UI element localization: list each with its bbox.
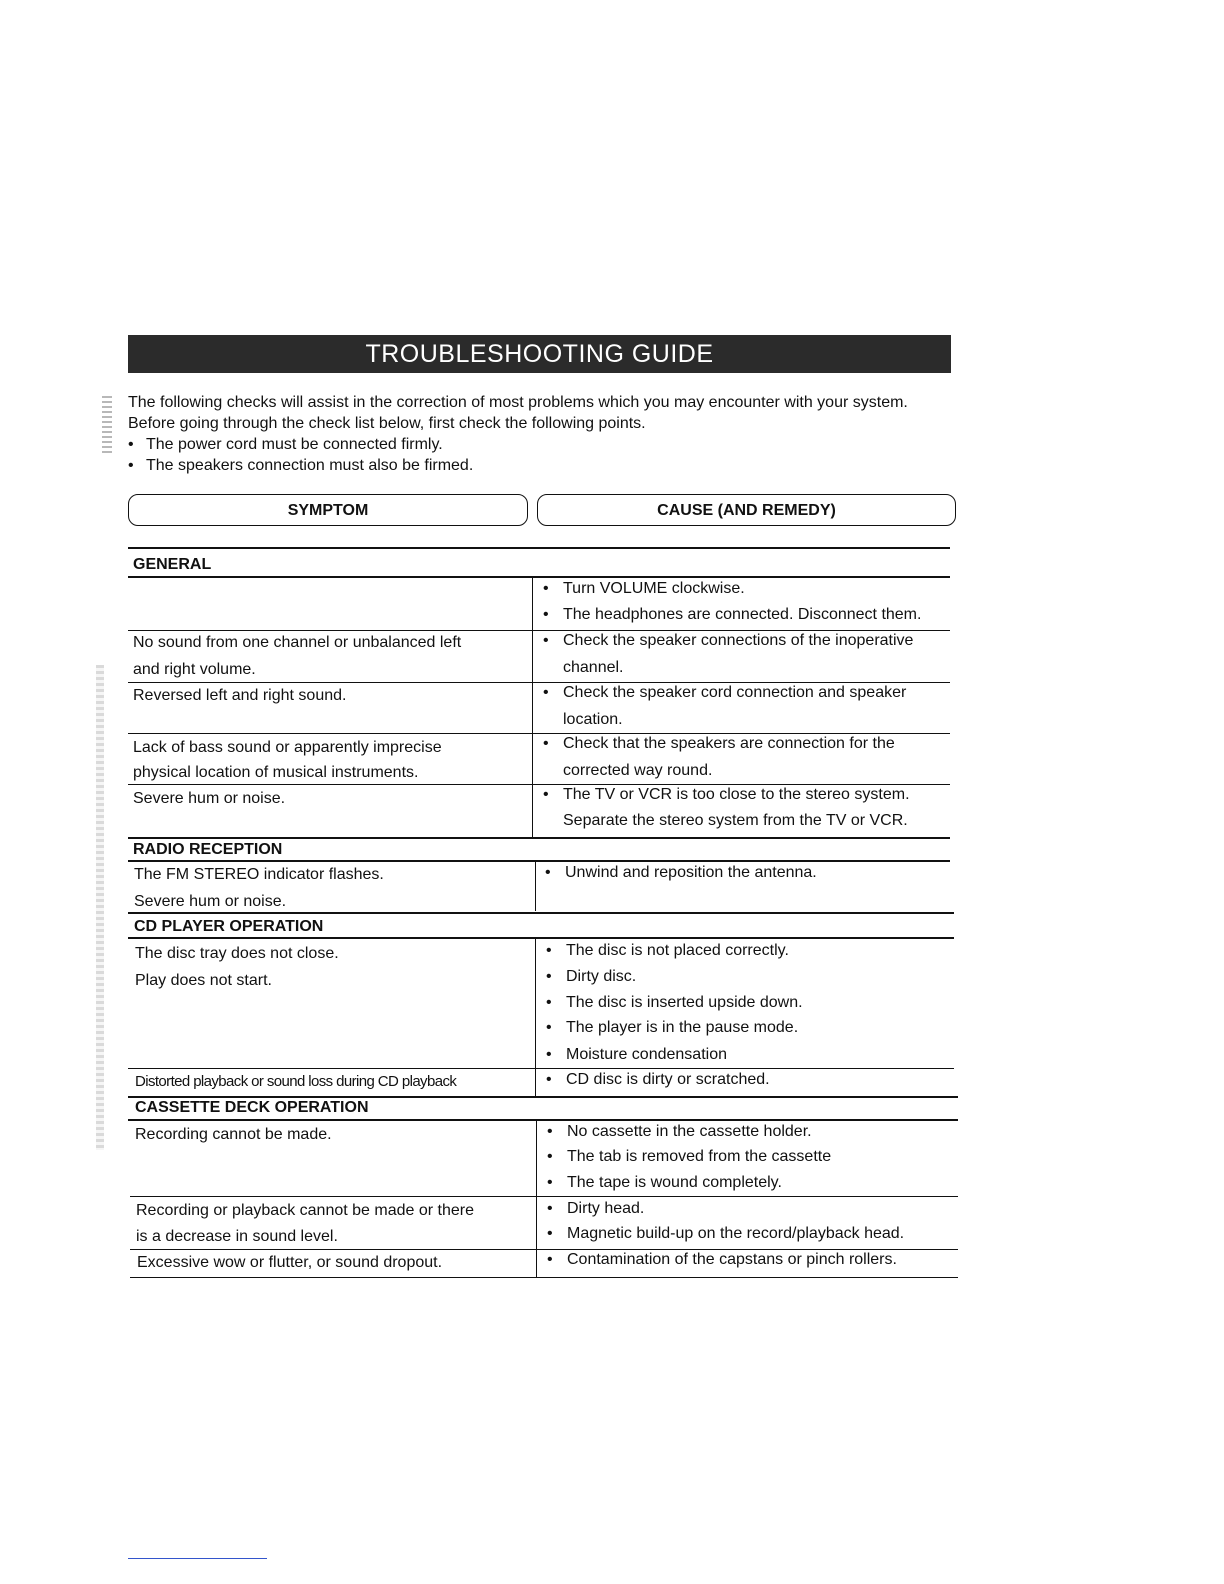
- row-rule: [128, 630, 950, 631]
- symptom-text: The FM STEREO indicator flashes.: [134, 866, 384, 883]
- intro-text: The following checks will assist in the correction of most problems which you may encounter with your system. Before going through the check list below, first check the following points.: [128, 394, 908, 432]
- row-rule: [128, 682, 950, 683]
- cause-item: • The tape is wound completely.: [547, 1174, 782, 1192]
- cause-item-cont: Separate the stereo system from the TV or VCR.: [563, 812, 908, 829]
- symptom-text: Play does not start.: [135, 972, 272, 989]
- cause-item: • The tab is removed from the cassette: [547, 1148, 831, 1166]
- symptom-text: Recording cannot be made.: [135, 1126, 332, 1143]
- cause-item-cont: channel.: [563, 659, 624, 676]
- cause-item: • Check that the speakers are connection for the: [543, 735, 895, 753]
- section-title-general: GENERAL: [133, 556, 212, 573]
- row-rule: [128, 784, 950, 785]
- cause-item: • The headphones are connected. Disconnect them.: [543, 606, 921, 624]
- cause-item: • Turn VOLUME clockwise.: [543, 580, 745, 598]
- section-title-cassette: CASSETTE DECK OPERATION: [135, 1099, 369, 1116]
- symptom-text: Reversed left and right sound.: [133, 687, 347, 704]
- symptom-text: Lack of bass sound or apparently imprecise: [133, 739, 442, 756]
- section-title-radio: RADIO RECEPTION: [133, 841, 283, 858]
- section-rule: [128, 912, 954, 914]
- symptom-text: and right volume.: [133, 661, 256, 678]
- symptom-text: Severe hum or noise.: [134, 893, 287, 910]
- column-divider: [536, 1120, 537, 1278]
- section-rule: [128, 576, 950, 578]
- cause-item-cont: location.: [563, 711, 623, 728]
- page-title: TROUBLESHOOTING GUIDE: [128, 335, 951, 373]
- cause-item: • The player is in the pause mode.: [546, 1019, 798, 1037]
- symptom-text: No sound from one channel or unbalanced left: [133, 634, 462, 651]
- symptom-text: Excessive wow or flutter, or sound dropout.: [137, 1254, 443, 1271]
- cause-item: • Check the speaker cord connection and speaker: [543, 684, 906, 702]
- symptom-text: Severe hum or noise.: [133, 790, 286, 807]
- section-rule: [128, 547, 950, 549]
- cause-item: • Unwind and reposition the antenna.: [545, 864, 817, 882]
- row-rule: [130, 1249, 958, 1250]
- cause-item: • Moisture condensation: [546, 1046, 727, 1064]
- symptom-text: is a decrease in sound level.: [136, 1228, 338, 1245]
- cause-item: • Contamination of the capstans or pinch rollers.: [547, 1251, 897, 1269]
- symptom-text: Recording or playback cannot be made or there: [136, 1202, 474, 1219]
- section-rule: [128, 937, 954, 939]
- cause-item: • The TV or VCR is too close to the stereo system.: [543, 786, 910, 804]
- cause-header: CAUSE (AND REMEDY): [537, 494, 956, 526]
- column-divider: [535, 861, 536, 911]
- section-title-cd: CD PLAYER OPERATION: [134, 918, 324, 935]
- cause-item: • CD disc is dirty or scratched.: [546, 1071, 770, 1089]
- row-rule: [128, 733, 950, 734]
- cause-item: • The disc is not placed correctly.: [546, 942, 789, 960]
- column-divider: [532, 577, 533, 837]
- section-rule: [128, 1119, 958, 1121]
- cause-item: • Dirty disc.: [546, 968, 636, 986]
- footnote-rule: [128, 1558, 267, 1559]
- scan-artifact: [102, 396, 112, 456]
- intro-point: • The power cord must be connected firmly.: [128, 434, 958, 455]
- cause-item: • No cassette in the cassette holder.: [547, 1123, 812, 1141]
- symptom-text: physical location of musical instruments.: [133, 764, 419, 781]
- scan-artifact-strip: [96, 665, 104, 1150]
- symptom-text: The disc tray does not close.: [135, 945, 339, 962]
- cause-item: • Dirty head.: [547, 1200, 644, 1218]
- section-rule: [128, 837, 950, 839]
- cause-item-cont: corrected way round.: [563, 762, 713, 779]
- section-rule: [128, 860, 950, 862]
- row-rule: [130, 1196, 958, 1197]
- intro-block: [128, 392, 958, 476]
- symptom-header: SYMPTOM: [128, 494, 528, 526]
- section-rule: [128, 1096, 958, 1098]
- row-rule: [128, 1068, 954, 1069]
- cause-item: • Check the speaker connections of the inoperative: [543, 632, 913, 650]
- cause-item: • Magnetic build-up on the record/playback head.: [547, 1225, 904, 1243]
- row-rule: [130, 1277, 958, 1278]
- intro-point: • The speakers connection must also be firmed.: [128, 455, 958, 476]
- cause-item: • The disc is inserted upside down.: [546, 994, 803, 1012]
- symptom-text: Distorted playback or sound loss during CD playback: [135, 1073, 457, 1090]
- column-divider: [535, 938, 536, 1096]
